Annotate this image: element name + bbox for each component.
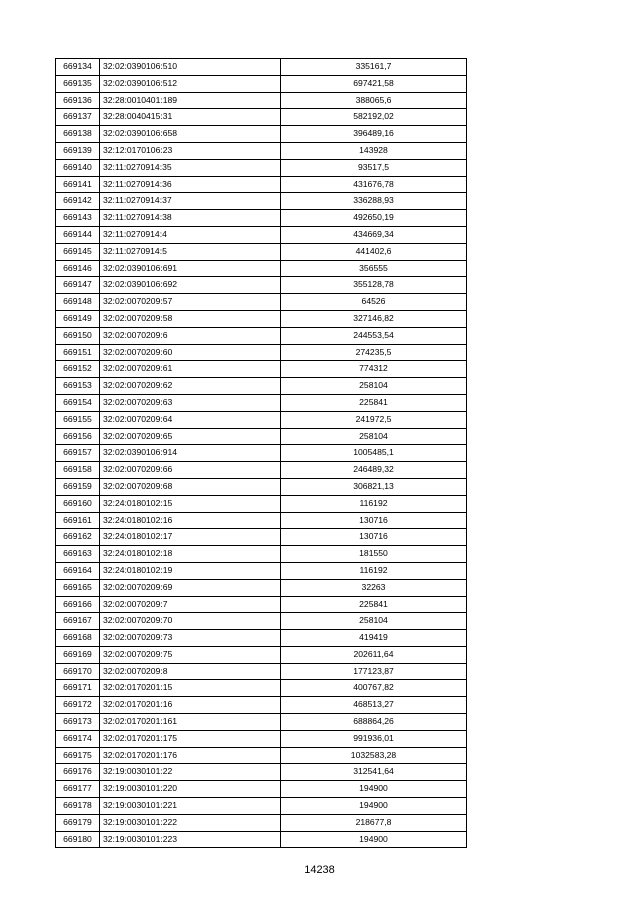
cadastral-number-cell: 32:02:0170201:15: [100, 680, 281, 697]
table-row: [56, 798, 467, 815]
row-id-cell: 669161: [56, 512, 100, 529]
table-row: [56, 596, 467, 613]
registry-table: [55, 58, 467, 848]
table-row: [56, 277, 467, 294]
row-id-cell: 669180: [56, 831, 100, 848]
table-row: [56, 75, 467, 92]
cadastral-number-cell: 32:02:0070209:6: [100, 327, 281, 344]
table-row: [56, 243, 467, 260]
table-row: [56, 428, 467, 445]
row-id-cell: 669155: [56, 411, 100, 428]
cadastral-number-cell: 32:19:0030101:22: [100, 764, 281, 781]
table-row: [56, 59, 467, 76]
row-id-cell: 669175: [56, 747, 100, 764]
row-id-cell: 669147: [56, 277, 100, 294]
value-cell: 274235,5: [281, 344, 467, 361]
value-cell: 258104: [281, 613, 467, 630]
cadastral-number-cell: 32:24:0180102:16: [100, 512, 281, 529]
table-row: [56, 92, 467, 109]
value-cell: 388065,6: [281, 92, 467, 109]
value-cell: 1032583,28: [281, 747, 467, 764]
cadastral-number-cell: 32:02:0170201:161: [100, 714, 281, 731]
cadastral-number-cell: 32:02:0070209:68: [100, 478, 281, 495]
cadastral-number-cell: 32:02:0070209:61: [100, 361, 281, 378]
value-cell: 194900: [281, 831, 467, 848]
cadastral-number-cell: 32:11:0270914:4: [100, 226, 281, 243]
table-row: [56, 579, 467, 596]
cadastral-number-cell: 32:24:0180102:15: [100, 495, 281, 512]
row-id-cell: 669169: [56, 646, 100, 663]
table-row: [56, 730, 467, 747]
cadastral-number-cell: 32:02:0390106:658: [100, 126, 281, 143]
row-id-cell: 669177: [56, 781, 100, 798]
value-cell: 244553,54: [281, 327, 467, 344]
row-id-cell: 669170: [56, 663, 100, 680]
cadastral-number-cell: 32:11:0270914:35: [100, 159, 281, 176]
cadastral-number-cell: 32:11:0270914:36: [100, 176, 281, 193]
value-cell: 1005485,1: [281, 445, 467, 462]
row-id-cell: 669153: [56, 378, 100, 395]
cadastral-number-cell: 32:02:0390106:692: [100, 277, 281, 294]
cadastral-number-cell: 32:11:0270914:37: [100, 193, 281, 210]
value-cell: 64526: [281, 294, 467, 311]
row-id-cell: 669145: [56, 243, 100, 260]
row-id-cell: 669171: [56, 680, 100, 697]
cadastral-number-cell: 32:02:0390106:512: [100, 75, 281, 92]
value-cell: 400767,82: [281, 680, 467, 697]
table-row: [56, 126, 467, 143]
table-row: [56, 630, 467, 647]
cadastral-number-cell: 32:24:0180102:17: [100, 529, 281, 546]
table-row: [56, 260, 467, 277]
table-row: [56, 176, 467, 193]
row-id-cell: 669176: [56, 764, 100, 781]
row-id-cell: 669164: [56, 562, 100, 579]
value-cell: 241972,5: [281, 411, 467, 428]
cadastral-number-cell: 32:19:0030101:222: [100, 814, 281, 831]
table-row: [56, 445, 467, 462]
cadastral-number-cell: 32:19:0030101:223: [100, 831, 281, 848]
table-row: [56, 831, 467, 848]
value-cell: 336288,93: [281, 193, 467, 210]
table-row: [56, 495, 467, 512]
table-row: [56, 159, 467, 176]
table-row: [56, 327, 467, 344]
table-row: [56, 193, 467, 210]
page-number: 14238: [304, 864, 335, 876]
value-cell: 258104: [281, 428, 467, 445]
value-cell: 225841: [281, 596, 467, 613]
table-row: [56, 680, 467, 697]
cadastral-number-cell: 32:02:0070209:58: [100, 310, 281, 327]
cadastral-number-cell: 32:11:0270914:38: [100, 210, 281, 227]
table-row: [56, 814, 467, 831]
row-id-cell: 669158: [56, 462, 100, 479]
table-row: [56, 512, 467, 529]
row-id-cell: 669134: [56, 59, 100, 76]
value-cell: 431676,78: [281, 176, 467, 193]
cadastral-number-cell: 32:02:0070209:8: [100, 663, 281, 680]
row-id-cell: 669165: [56, 579, 100, 596]
value-cell: 697421,58: [281, 75, 467, 92]
row-id-cell: 669138: [56, 126, 100, 143]
cadastral-number-cell: 32:02:0070209:63: [100, 394, 281, 411]
row-id-cell: 669148: [56, 294, 100, 311]
value-cell: 774312: [281, 361, 467, 378]
row-id-cell: 669163: [56, 546, 100, 563]
cadastral-number-cell: 32:02:0070209:60: [100, 344, 281, 361]
row-id-cell: 669174: [56, 730, 100, 747]
cadastral-number-cell: 32:02:0170201:175: [100, 730, 281, 747]
value-cell: 991936,01: [281, 730, 467, 747]
value-cell: 194900: [281, 781, 467, 798]
cadastral-number-cell: 32:02:0070209:57: [100, 294, 281, 311]
table-row: [56, 344, 467, 361]
table-row: [56, 646, 467, 663]
table-row: [56, 697, 467, 714]
cadastral-number-cell: 32:24:0180102:19: [100, 562, 281, 579]
table-row: [56, 210, 467, 227]
cadastral-number-cell: 32:02:0070209:65: [100, 428, 281, 445]
cadastral-number-cell: 32:02:0390106:914: [100, 445, 281, 462]
row-id-cell: 669141: [56, 176, 100, 193]
value-cell: 143928: [281, 142, 467, 159]
table-row: [56, 462, 467, 479]
value-cell: 194900: [281, 798, 467, 815]
cadastral-number-cell: 32:02:0070209:75: [100, 646, 281, 663]
table-row: [56, 310, 467, 327]
value-cell: 327146,82: [281, 310, 467, 327]
row-id-cell: 669152: [56, 361, 100, 378]
registry-table-body: [56, 59, 467, 848]
value-cell: 441402,6: [281, 243, 467, 260]
value-cell: 688864,26: [281, 714, 467, 731]
cadastral-number-cell: 32:02:0070209:62: [100, 378, 281, 395]
cadastral-number-cell: 32:11:0270914:5: [100, 243, 281, 260]
value-cell: 202611,64: [281, 646, 467, 663]
cadastral-number-cell: 32:02:0070209:7: [100, 596, 281, 613]
table-row: [56, 142, 467, 159]
cadastral-number-cell: 32:02:0170201:176: [100, 747, 281, 764]
table-row: [56, 226, 467, 243]
row-id-cell: 669143: [56, 210, 100, 227]
cadastral-number-cell: 32:28:0040415:31: [100, 109, 281, 126]
cadastral-number-cell: 32:02:0070209:73: [100, 630, 281, 647]
value-cell: 130716: [281, 529, 467, 546]
row-id-cell: 669142: [56, 193, 100, 210]
table-row: [56, 294, 467, 311]
row-id-cell: 669178: [56, 798, 100, 815]
table-row: [56, 361, 467, 378]
value-cell: 225841: [281, 394, 467, 411]
value-cell: 246489,32: [281, 462, 467, 479]
row-id-cell: 669159: [56, 478, 100, 495]
row-id-cell: 669179: [56, 814, 100, 831]
value-cell: 181550: [281, 546, 467, 563]
value-cell: 218677,8: [281, 814, 467, 831]
value-cell: 434669,34: [281, 226, 467, 243]
table-row: [56, 394, 467, 411]
value-cell: 177123,87: [281, 663, 467, 680]
cadastral-number-cell: 32:02:0070209:64: [100, 411, 281, 428]
table-row: [56, 764, 467, 781]
row-id-cell: 669168: [56, 630, 100, 647]
value-cell: 582192,02: [281, 109, 467, 126]
row-id-cell: 669151: [56, 344, 100, 361]
cadastral-number-cell: 32:02:0390106:510: [100, 59, 281, 76]
row-id-cell: 669160: [56, 495, 100, 512]
row-id-cell: 669150: [56, 327, 100, 344]
value-cell: 32263: [281, 579, 467, 596]
value-cell: 306821,13: [281, 478, 467, 495]
table-row: [56, 529, 467, 546]
row-id-cell: 669140: [56, 159, 100, 176]
table-row: [56, 562, 467, 579]
row-id-cell: 669146: [56, 260, 100, 277]
row-id-cell: 669149: [56, 310, 100, 327]
value-cell: 396489,16: [281, 126, 467, 143]
table-row: [56, 781, 467, 798]
row-id-cell: 669154: [56, 394, 100, 411]
table-row: [56, 411, 467, 428]
row-id-cell: 669162: [56, 529, 100, 546]
cadastral-number-cell: 32:12:0170106:23: [100, 142, 281, 159]
cadastral-number-cell: 32:02:0070209:69: [100, 579, 281, 596]
value-cell: 355128,78: [281, 277, 467, 294]
cadastral-number-cell: 32:02:0070209:70: [100, 613, 281, 630]
row-id-cell: 669157: [56, 445, 100, 462]
row-id-cell: 669167: [56, 613, 100, 630]
row-id-cell: 669172: [56, 697, 100, 714]
cadastral-number-cell: 32:28:0010401:189: [100, 92, 281, 109]
table-row: [56, 747, 467, 764]
cadastral-number-cell: 32:02:0070209:66: [100, 462, 281, 479]
row-id-cell: 669139: [56, 142, 100, 159]
value-cell: 335161,7: [281, 59, 467, 76]
cadastral-number-cell: 32:24:0180102:18: [100, 546, 281, 563]
table-row: [56, 378, 467, 395]
row-id-cell: 669156: [56, 428, 100, 445]
table-row: [56, 714, 467, 731]
cadastral-number-cell: 32:19:0030101:220: [100, 781, 281, 798]
value-cell: 258104: [281, 378, 467, 395]
value-cell: 116192: [281, 495, 467, 512]
value-cell: 130716: [281, 512, 467, 529]
cadastral-number-cell: 32:02:0170201:16: [100, 697, 281, 714]
row-id-cell: 669135: [56, 75, 100, 92]
value-cell: 312541,64: [281, 764, 467, 781]
cadastral-number-cell: 32:19:0030101:221: [100, 798, 281, 815]
value-cell: 116192: [281, 562, 467, 579]
table-row: [56, 478, 467, 495]
row-id-cell: 669166: [56, 596, 100, 613]
table-row: [56, 546, 467, 563]
value-cell: 356555: [281, 260, 467, 277]
value-cell: 419419: [281, 630, 467, 647]
cadastral-number-cell: 32:02:0390106:691: [100, 260, 281, 277]
table-row: [56, 613, 467, 630]
table-row: [56, 109, 467, 126]
value-cell: 468513,27: [281, 697, 467, 714]
value-cell: 93517,5: [281, 159, 467, 176]
table-row: [56, 663, 467, 680]
row-id-cell: 669137: [56, 109, 100, 126]
row-id-cell: 669136: [56, 92, 100, 109]
row-id-cell: 669173: [56, 714, 100, 731]
value-cell: 492650,19: [281, 210, 467, 227]
row-id-cell: 669144: [56, 226, 100, 243]
